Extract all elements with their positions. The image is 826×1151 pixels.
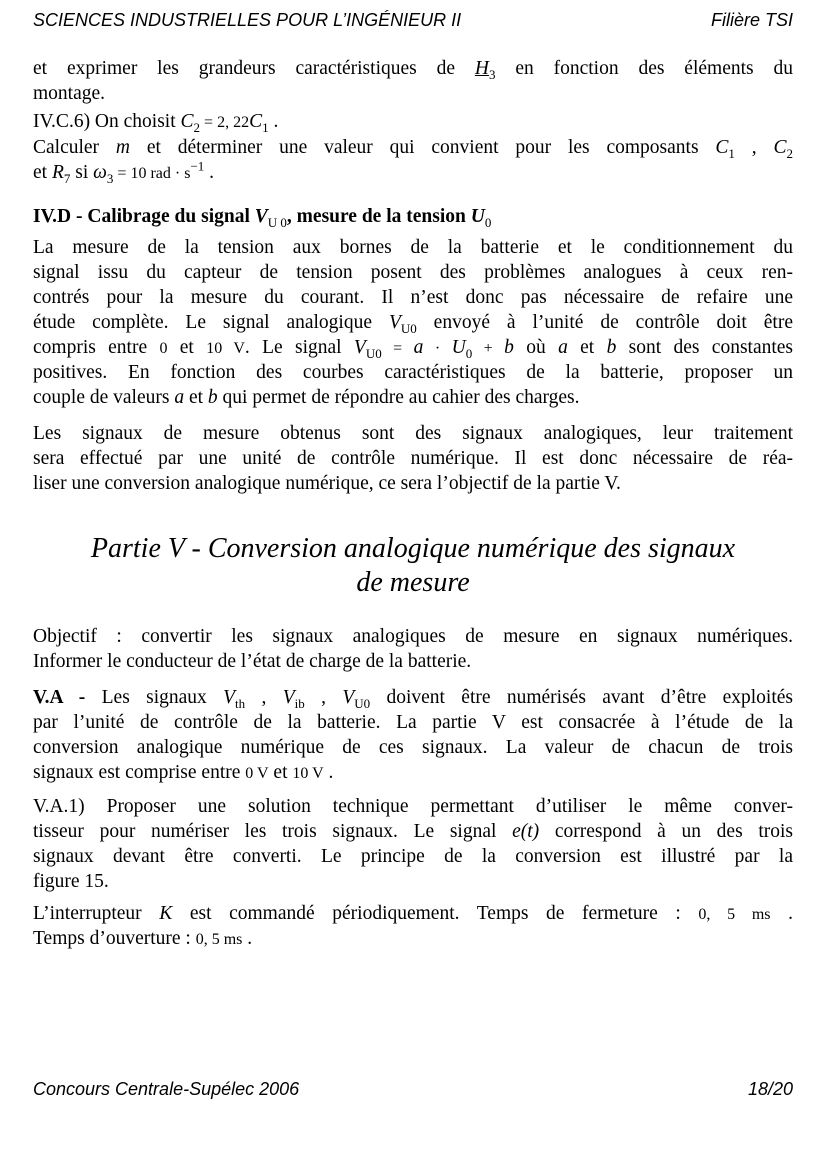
text-span: ,: [245, 687, 283, 708]
text-span: par l’unité de contrôle de la batterie. La partie V est consacrée à l’étude de la: [33, 712, 793, 733]
text-line: [33, 794, 793, 819]
math-span: V: [342, 687, 355, 708]
text-span: Objectif : convertir les signaux analogiques de mesure en signaux numériques.: [33, 626, 793, 647]
text-span: et: [167, 337, 207, 358]
text-span: couple de valeurs: [33, 387, 175, 408]
text-span: .: [323, 762, 334, 783]
text-span: envoyé à l’unité de contrôle doit être: [416, 312, 793, 333]
text-span: liser une conversion analogique numérique, ce sera l’objectif de la partie V.: [33, 473, 621, 494]
math-span: 2: [193, 119, 201, 135]
math-span: U: [451, 337, 466, 358]
math-span: m: [115, 137, 130, 158]
text-span: positives. En fonction des courbes caractéristiques de la batterie, proposer un: [33, 362, 793, 383]
text-line: [33, 532, 793, 566]
text-line: [33, 685, 793, 710]
text-span: doivent être numérisés avant d’être exploités: [370, 687, 794, 708]
text-span: Temps d’ouverture :: [33, 928, 196, 949]
math-span: = 10 rad · s: [113, 165, 191, 182]
text-line: [33, 869, 793, 894]
text-span: et: [33, 162, 52, 183]
math-span: U0: [400, 320, 417, 336]
math-span: C: [715, 137, 729, 158]
text-span: conversion analogique numérique de ces signaux. La valeur de chacun de trois: [33, 737, 793, 758]
math-span: C: [249, 111, 263, 132]
paragraph-mesure-tension: [33, 235, 793, 410]
math-span: 0: [159, 340, 168, 357]
text-span: qui permet de répondre au cahier des charges.: [217, 387, 580, 408]
footer-exam-name: Concours Centrale-Supélec 2006: [33, 1079, 300, 1099]
text-span: figure 15.: [33, 871, 109, 892]
bold-text: U: [470, 206, 485, 227]
math-span: C: [180, 111, 194, 132]
math-span: 10 V: [292, 765, 324, 782]
text-span: tisseur pour numériser les trois signaux. Le signal: [33, 821, 513, 842]
text-span: signal issu du capteur de tension posent des problèmes analogues à ceux ren-: [33, 262, 793, 283]
text-span: ,: [304, 687, 343, 708]
math-span: C: [773, 137, 787, 158]
text-line: [33, 285, 793, 310]
footer-page-number: 18/20: [747, 1079, 793, 1099]
math-span: 7: [63, 170, 71, 186]
text-span: et déterminer une valeur qui convient pour les composants: [130, 137, 716, 158]
math-span: V: [388, 312, 401, 333]
text-span: Partie V - Conversion analogique numérique des signaux: [90, 533, 736, 564]
part-v-title: [33, 532, 793, 600]
math-span: =: [381, 340, 414, 357]
math-span: 0 V: [245, 765, 269, 782]
text-line: [33, 204, 793, 229]
math-span: −1: [190, 158, 205, 174]
text-line: [33, 56, 793, 81]
bold-text: V: [254, 206, 268, 227]
text-span: étude complète. Le signal analogique: [33, 312, 389, 333]
math-span: V: [282, 687, 295, 708]
math-span: b: [504, 337, 514, 358]
math-span: K: [159, 903, 173, 924]
text-span: et: [268, 762, 293, 783]
math-span: V: [353, 337, 366, 358]
text-line: [33, 109, 793, 134]
math-span: 0: [465, 345, 473, 361]
text-span: compris entre: [33, 337, 160, 358]
math-span: ib: [294, 695, 305, 711]
text-line: [33, 135, 793, 160]
header-track: Filière TSI: [710, 10, 793, 30]
text-span: et: [567, 337, 607, 358]
text-span: si: [70, 162, 94, 183]
paragraph-objectif: [33, 624, 793, 674]
text-span: et exprimer les grandeurs caractéristiques de: [33, 58, 475, 79]
text-span: et: [184, 387, 208, 408]
math-span: ω: [93, 162, 107, 183]
header-course-title: SCIENCES INDUSTRIELLES POUR L’INGÉNIEUR II: [33, 10, 462, 30]
text-line: [33, 446, 793, 471]
math-span: H: [474, 58, 489, 79]
text-span: où: [513, 337, 559, 358]
text-line: [33, 760, 793, 785]
text-span: de mesure: [356, 567, 470, 598]
text-line: [33, 624, 793, 649]
text-span: sera effectué par une unité de contrôle numérique. Il est donc nécessaire de réa-: [33, 448, 793, 469]
math-span: R: [51, 162, 64, 183]
text-span: signaux est comprise entre: [33, 762, 246, 783]
math-span: 1: [262, 119, 269, 135]
text-span: contrés pour la mesure du courant. Il n’est donc pas nécessaire de refaire une: [33, 287, 793, 308]
text-span: . Le signal: [244, 337, 354, 358]
text-line: [33, 385, 793, 410]
text-span: .: [204, 162, 215, 183]
text-line: [33, 335, 793, 360]
math-span: ·: [423, 340, 452, 357]
bold-text: IV.D - Calibrage du signal: [33, 206, 255, 227]
math-span: 0: [484, 214, 492, 230]
math-span: V: [223, 687, 236, 708]
math-span: a: [558, 337, 568, 358]
text-line: [33, 819, 793, 844]
paragraph-interrupteur: [33, 901, 793, 951]
section-heading-ivd: [33, 204, 793, 229]
text-line: [33, 566, 793, 600]
text-span: IV.C.6) On choisit: [33, 111, 181, 132]
question-va1: [33, 794, 793, 894]
text-line: [33, 260, 793, 285]
text-span: La mesure de la tension aux bornes de la batterie et le conditionnement du: [33, 237, 793, 258]
text-line: [33, 735, 793, 760]
math-span: a: [413, 337, 424, 358]
math-span: +: [472, 340, 505, 357]
section-va: [33, 685, 793, 785]
text-span: Les signaux de mesure obtenus sont des signaux analogiques, leur traitement: [33, 423, 793, 444]
math-span: 3: [106, 170, 114, 186]
text-span: V.A.1) Proposer une solution technique permettant d’utiliser le même conver-: [33, 796, 793, 817]
text-line: [33, 421, 793, 446]
paragraph-signaux-mesure: [33, 421, 793, 496]
text-line: [33, 471, 793, 496]
text-line: [33, 160, 793, 185]
text-span: est commandé périodiquement. Temps de fermeture :: [172, 903, 699, 924]
math-span: 2: [786, 145, 794, 161]
paragraph-calculer: [33, 135, 793, 185]
text-line: [33, 310, 793, 335]
text-span: ,: [734, 137, 774, 158]
text-line: [33, 235, 793, 260]
text-line: [33, 844, 793, 869]
text-span: en fonction des éléments du: [495, 58, 793, 79]
question-ivc6: [33, 109, 793, 134]
math-span: U0: [365, 345, 382, 361]
math-span: a: [174, 387, 185, 408]
text-span: .: [770, 903, 793, 924]
text-line: [33, 901, 793, 926]
math-span: 0, 5 ms: [698, 906, 771, 923]
text-span: .: [268, 111, 279, 132]
text-span: .: [242, 928, 253, 949]
math-span: th: [235, 695, 246, 711]
text-span: L’interrupteur: [33, 903, 160, 924]
math-span: 10 V: [206, 340, 245, 357]
paragraph-h3: [33, 56, 793, 106]
text-line: [33, 649, 793, 674]
text-span: signaux devant être converti. Le principe de la conversion est illustré par la: [33, 846, 793, 867]
math-span: e(t): [512, 821, 540, 842]
math-span: = 2, 22: [200, 114, 250, 131]
math-span: b: [207, 387, 218, 408]
text-line: [33, 926, 793, 951]
math-span: U0: [354, 695, 371, 711]
text-line: [33, 710, 793, 735]
text-span: Les signaux: [101, 687, 224, 708]
math-span: 0, 5 ms: [195, 931, 243, 948]
text-line: [33, 81, 793, 106]
text-span: correspond à un des trois: [539, 821, 794, 842]
bold-text: , mesure de la tension: [286, 206, 471, 227]
text-span: montage.: [33, 83, 106, 104]
bold-text: V.A -: [33, 687, 102, 708]
text-span: Calculer: [33, 137, 116, 158]
text-span: Informer le conducteur de l’état de charge de la batterie.: [33, 651, 472, 672]
math-span: 3: [488, 66, 496, 82]
text-line: [33, 360, 793, 385]
math-span: b: [606, 337, 617, 358]
text-span: sont des constantes: [616, 337, 794, 358]
math-span: U 0: [267, 214, 287, 230]
math-span: 1: [728, 145, 735, 161]
